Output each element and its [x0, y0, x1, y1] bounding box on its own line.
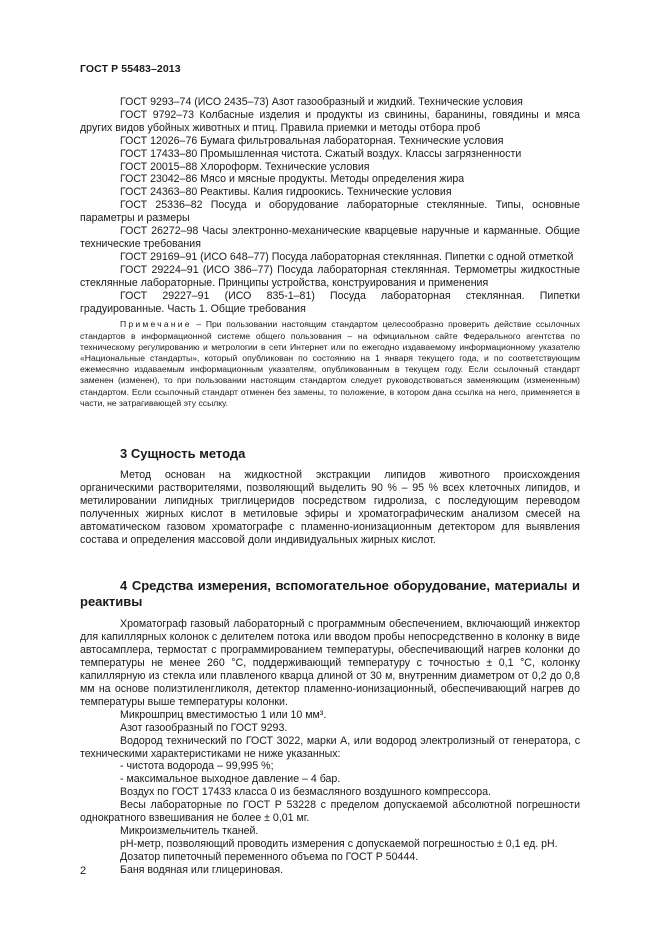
- equipment-item: Весы лабораторные по ГОСТ Р 53228 с пределом допускаемой абсолютной погрешности однократного взвешивания не более ± 0,01 мг.: [80, 799, 580, 825]
- page-number: 2: [80, 865, 87, 877]
- equipment-item: Азот газообразный по ГОСТ 9293.: [120, 721, 288, 734]
- reference-item: ГОСТ 23042–86 Мясо и мясные продукты. Методы определения жира: [120, 173, 465, 186]
- equipment-item: Хроматограф газовый лабораторный с программным обеспечением, включающий инжектор для капиллярных колонок с делителем потока или вводом пробы непосредственно в колонку в виде автосамплера, термостат с программированием температуры, обеспечивающий нагрев колонки до температуры не менее 260 °С, поддерживающий температуру с точностью ± 0,1 °С, колонку капиллярную из стекла или плавленого кварца длиной от 30 м, внутренним диаметром от 0,2 до 0,8 мм на основе полиэтиленгликоля, детектор пламенно-ионизационный, обеспечивающий нагрев до температуры выше температуры колонки.: [80, 618, 580, 708]
- equipment-item: Микрошприц вместимостью 1 или 10 мм³.: [120, 708, 327, 721]
- equipment-item: Дозатор пипеточный переменного объема по ГОСТ Р 50444.: [120, 850, 419, 863]
- equipment-item: Баня водяная или глицериновая.: [120, 863, 284, 876]
- page-header: ГОСТ Р 55483–2013: [80, 63, 181, 75]
- reference-item: ГОСТ 20015–88 Хлороформ. Технические условия: [120, 160, 370, 173]
- reference-item: ГОСТ 12026–76 Бумага фильтровальная лабораторная. Технические условия: [120, 134, 504, 147]
- section-4-title: 4 Средства измерения, вспомогательное оборудование, материалы и реактивы: [80, 578, 580, 610]
- reference-item: ГОСТ 17433–80 Промышленная чистота. Сжатый воздух. Классы загрязненности: [120, 147, 522, 160]
- reference-item: ГОСТ 29227–91 (ИСО 835-1–81) Посуда лабораторная стеклянная. Пипетки градуированные. Часть 1. Общие требования: [80, 289, 580, 315]
- reference-item: ГОСТ 25336–82 Посуда и оборудование лабораторные стеклянные. Типы, основные параметры и размеры: [80, 199, 580, 225]
- page-content: [80, 96, 580, 877]
- reference-item: ГОСТ 24363–80 Реактивы. Калия гидроокись. Технические условия: [120, 186, 452, 199]
- reference-item: ГОСТ 29224–91 (ИСО 386–77) Посуда лабораторная стеклянная. Термометры жидкостные стеклянные лабораторные. Принципы устройства, конструирования и применения: [80, 263, 580, 289]
- section-4-body: [80, 618, 580, 876]
- spec-item: - максимальное выходное давление – 4 бар.: [120, 773, 341, 786]
- reference-item: ГОСТ 26272–98 Часы электронно-механические кварцевые наручные и карманные. Общие технические требования: [80, 225, 580, 250]
- equipment-item: Воздух по ГОСТ 17433 класса 0 из безмасляного воздушного компрессора.: [120, 786, 491, 799]
- reference-item: ГОСТ 9293–74 (ИСО 2435–73) Азот газообразный и жидкий. Технические условия: [120, 96, 523, 108]
- spec-item: - чистота водорода – 99,995 %;: [120, 760, 274, 773]
- section-3-text: Метод основан на жидкостной экстракции липидов животного происхождения органическими растворителями, позволяющий выделить 90 % – 95 % всех клеточных липидов, и метилировании липидных триглицеридов посредством гидролиза, с последующим переводом полученных жирных кислот в метиловые эфиры и хроматографическим анализом смесей на автоматическом газовом хроматографе с пламенно-ионизационным детектором для выявления состава и определения массовой доли индивидуальных жирных кислот.: [80, 469, 580, 546]
- equipment-item: Водород технический по ГОСТ 3022, марки А, или водород электролизный от генератора, с техническими характеристиками не ниже указанных:: [80, 734, 580, 760]
- note-text: – При пользовании настоящим стандартом целесообразно проверить действие ссылочных стандартов в информационной системе общего пользования – на официальном сайте Федерального агентства по техническому регулированию и метрологии в сети Интернет или по ежегодно издаваемому информационному указателю «Национальные стандарты», который опубликован по состоянию на 1 января текущего года, и по соответствующим ежемесячно издаваемым информационным указателям, опубликованным в текущем году. Если ссылочный стандарт заменен (изменен), то при пользовании настоящим стандартом следует руководствоваться заменяющим (измененным) стандартом. Если ссылочный стандарт отменен без замены, то положение, в котором дана ссылка на него, применяется в части, не затрагивающей эту ссылку.: [80, 319, 580, 408]
- note-paragraph: [80, 319, 580, 409]
- reference-item: ГОСТ 9792–73 Колбасные изделия и продукты из свинины, баранины, говядины и мяса других видов убойных животных и птиц. Правила приемки и методы отбора проб: [80, 108, 580, 134]
- references-list: [80, 96, 580, 315]
- section-3-title: 3 Сущность метода: [120, 446, 246, 462]
- equipment-item: Микроизмельчитель тканей.: [120, 824, 259, 837]
- reference-item: ГОСТ 29169–91 (ИСО 648–77) Посуда лабораторная стеклянная. Пипетки с одной отметкой: [120, 250, 574, 263]
- note-label: Примечание: [120, 319, 192, 330]
- equipment-item: рН-метр, позволяющий проводить измерения с допускаемой погрешностью ± 0,1 ед. рН.: [120, 837, 558, 850]
